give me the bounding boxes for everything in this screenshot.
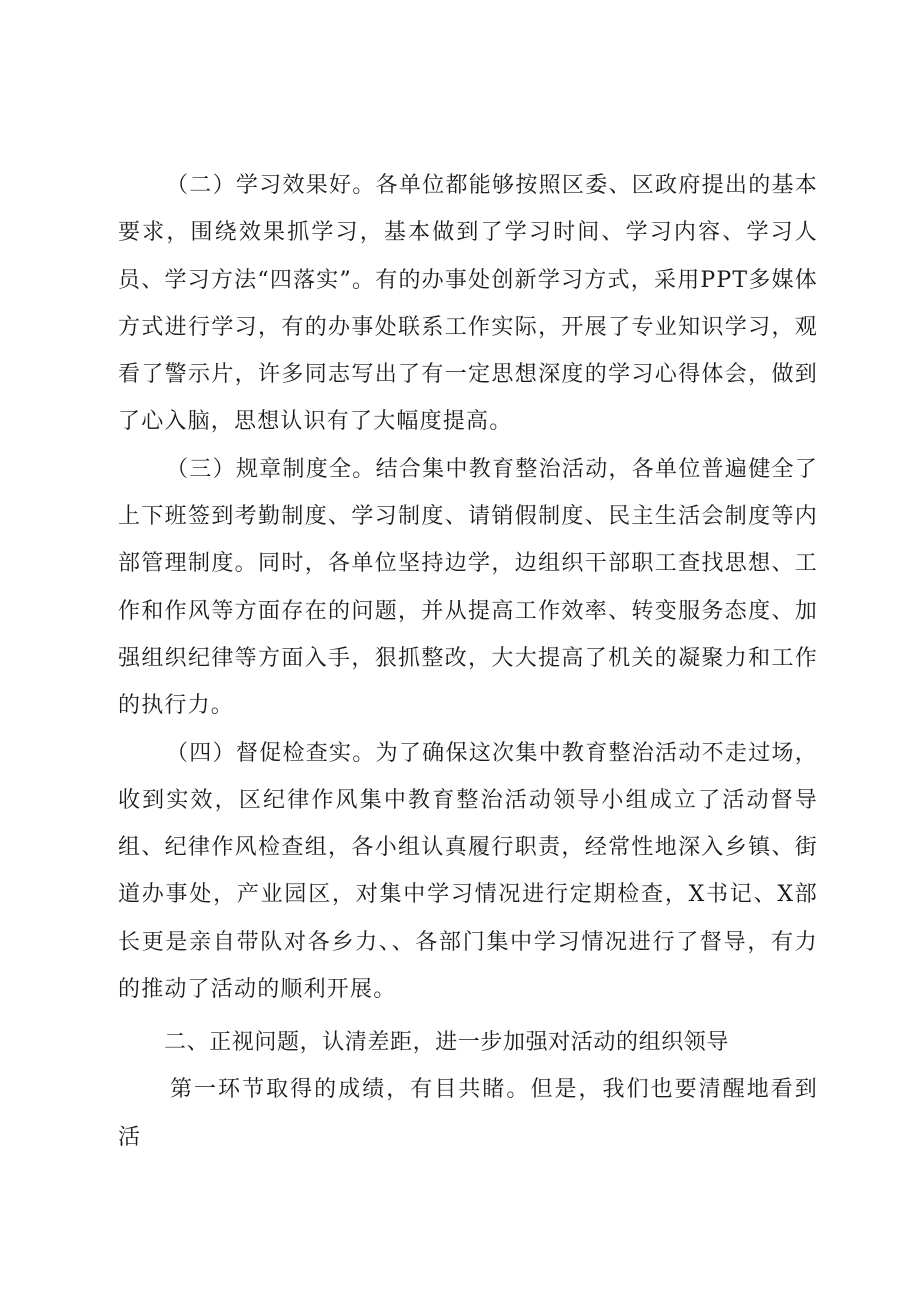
paragraph-supervision: （四）督促检查实。为了确保这次集中教育整治活动不走过场，收到实效，区纪律作风集中教育整治活动领导小组成立了活动督导组、纪律作风检查组，各小组认真履行职责，经常性地深入乡镇、街道办事处，产业园区，对集中学习情况进行定期检查，X书记、X部长更是亲自带队对各乡力、、各部门集中学习情况进行了督导，有力的推动了活动的顺利开展。 <box>118 740 818 1003</box>
paragraph-learning-effect: （二）学习效果好。各单位都能够按照区委、区政府提出的基本要求，围绕效果抓学习，基本做到了学习时间、学习内容、学习人员、学习方法“四落实”。有的办事处创新学习方式，采用PPT多媒体方式进行学习，有的办事处联系工作实际，开展了专业知识学习，观看了警示片，许多同志写出了有一定思想深度的学习心得体会，做到了心入脑，思想认识有了大幅度提高。 <box>118 173 818 435</box>
document-page <box>118 162 818 1161</box>
paragraph-achievements: 第一环节取得的成绩，有目共睹。但是，我们也要清醒地看到活 <box>118 1077 818 1150</box>
paragraph-rules-system: （三）规章制度全。结合集中教育整治活动，各单位普遍健全了上下班签到考勤制度、学习制度、请销假制度、民主生活会制度等内部管理制度。同时，各单位坚持边学，边组织干部职工查找思想、工作和作风等方面存在的问题，并从提高工作效率、转变服务态度、加强组织纪律等方面入手，狠抓整改，大大提高了机关的凝聚力和工作的执行力。 <box>118 456 818 719</box>
section-heading: 二、正视问题，认清差距，进一步加强对活动的组织领导 <box>164 1030 730 1056</box>
